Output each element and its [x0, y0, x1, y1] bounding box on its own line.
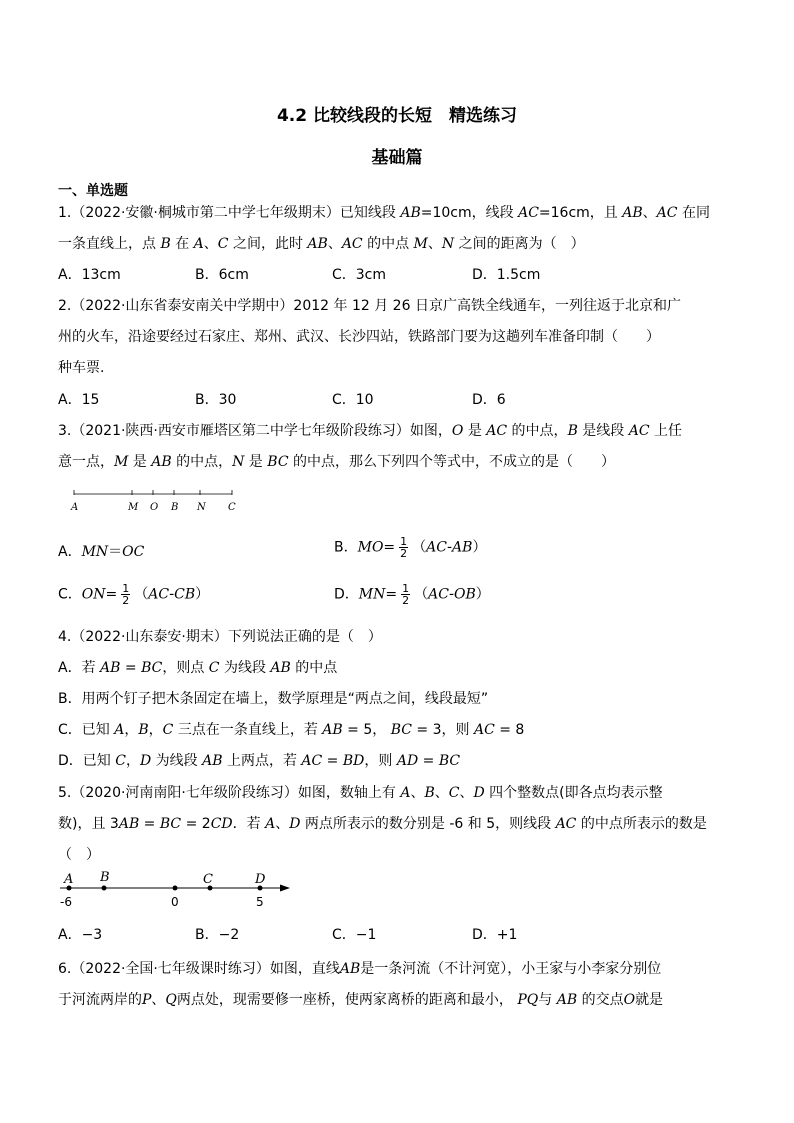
axis-label-b: B [100, 870, 110, 885]
q3-option-c: C．ON= $\frac{1}{2}$ （AC-CB） [58, 582, 210, 607]
q2-option-c: C．10 [332, 392, 374, 408]
section-heading: 一、单选题 [58, 183, 128, 199]
axis-label-d: D [255, 872, 266, 887]
q3-option-b: B．MO= $\frac{1}{2}$ （AC-AB） [334, 535, 487, 560]
fig-label-m: M [128, 502, 139, 513]
q1-option-a: A．13cm [58, 267, 121, 283]
q5-line1: 5.（2020·河南南阳·七年级阶段练习）如图，数轴上有 A、B、C、D 四个整数点(即各点均表示整 [58, 785, 663, 801]
axis-number-neg6: -6 [60, 895, 72, 909]
q5-option-b: B．−2 [195, 927, 240, 943]
page-subtitle: 基础篇 [371, 148, 423, 168]
q3-line1: 3.（2021·陕西·西安市雁塔区第二中学七年级阶段练习）如图，O 是 AC 的中点，B 是线段 AC 上任 [58, 423, 683, 439]
q1-line2: 一条直线上，点 B 在 A、C 之间，此时 AB、AC 的中点 M、N 之间的距离为（ ） [58, 236, 585, 252]
q1-option-d: D．1.5cm [472, 267, 541, 283]
fig-label-o: O [150, 502, 159, 513]
q2-option-b: B．30 [195, 392, 237, 408]
fig-label-c: C [228, 502, 236, 513]
q2-option-a: A．15 [58, 392, 100, 408]
fig-label-a: A [71, 502, 79, 513]
q3-option-a: A．MN＝OC [58, 544, 145, 560]
q1-option-c: C．3cm [332, 267, 387, 283]
q2-line1: 2.（2022·山东省泰安南关中学期中）2012 年 12 月 26 日京广高铁全线通车，一列往返于北京和广 [58, 298, 681, 314]
q4-line1: 4.（2022·山东泰安·期末）下列说法正确的是（ ） [58, 629, 382, 645]
q6-line1: 6.（2022·全国·七年级课时练习）如图，直线AB是一条河流（不计河宽），小王家与小李家分别位 [58, 961, 662, 977]
q3-option-d: D．MN= $\frac{1}{2}$ （AC-OB） [334, 582, 490, 607]
q5-option-d: D．+1 [472, 927, 518, 943]
q2-line3: 种车票. [58, 360, 105, 376]
q4-option-d: D．已知 C，D 为线段 AB 上两点，若 AC = BD，则 AD = BC [58, 753, 461, 769]
axis-number-5: 5 [256, 895, 264, 909]
point-b-dot [102, 886, 107, 891]
q3-segment-figure [70, 488, 240, 500]
page-title: 4.2 比较线段的长短 精选练习 [276, 106, 518, 126]
fraction-half: $\frac{1}{2}$ [122, 582, 130, 607]
point-0-dot [173, 886, 178, 891]
axis-arrow [280, 885, 290, 892]
q4-option-a: A．若 AB = BC，则点 C 为线段 AB 的中点 [58, 660, 338, 676]
fig-label-n: N [197, 502, 206, 513]
q4-option-b: B．用两个钉子把木条固定在墙上，数学原理是“两点之间，线段最短” [58, 691, 489, 707]
axis-number-0: 0 [171, 895, 179, 909]
fraction-half: $\frac{1}{2}$ [402, 582, 410, 607]
axis-label-c: C [203, 872, 213, 887]
q5-option-a: A．−3 [58, 927, 103, 943]
q2-option-d: D．6 [472, 392, 506, 408]
q3-line2: 意一点，M 是 AB 的中点，N 是 BC 的中点，那么下列四个等式中，不成立的是（ ） [58, 454, 615, 470]
q4-option-c: C．已知 A，B，C 三点在一条直线上，若 AB = 5， BC = 3，则 AC = 8 [58, 722, 525, 738]
q1-option-b: B．6cm [195, 267, 249, 283]
q2-line2: 州的火车，沿途要经过石家庄、郑州、武汉、长沙四站，铁路部门要为这趟列车准备印制（ ） [58, 329, 660, 345]
fig-label-b: B [171, 502, 179, 513]
q5-option-c: C．−1 [332, 927, 377, 943]
q5-line3: （ ） [58, 847, 100, 863]
axis-label-a: A [64, 872, 74, 887]
q6-line2: 于河流两岸的P、Q两点处，现需要修一座桥，使两家离桥的距离和最小， PQ与 AB 的交点O就是 [58, 992, 664, 1008]
fraction-half: $\frac{1}{2}$ [400, 535, 408, 560]
q1-line1: 1.（2022·安徽·桐城市第二中学七年级期末）已知线段 AB=10cm，线段 AC=16cm，且 AB、AC 在同 [58, 205, 710, 221]
q5-line2: 数)，且 3AB = BC = 2CD．若 A、D 两点所表示的数分别是 -6 和 5，则线段 AC 的中点所表示的数是 [58, 816, 707, 832]
